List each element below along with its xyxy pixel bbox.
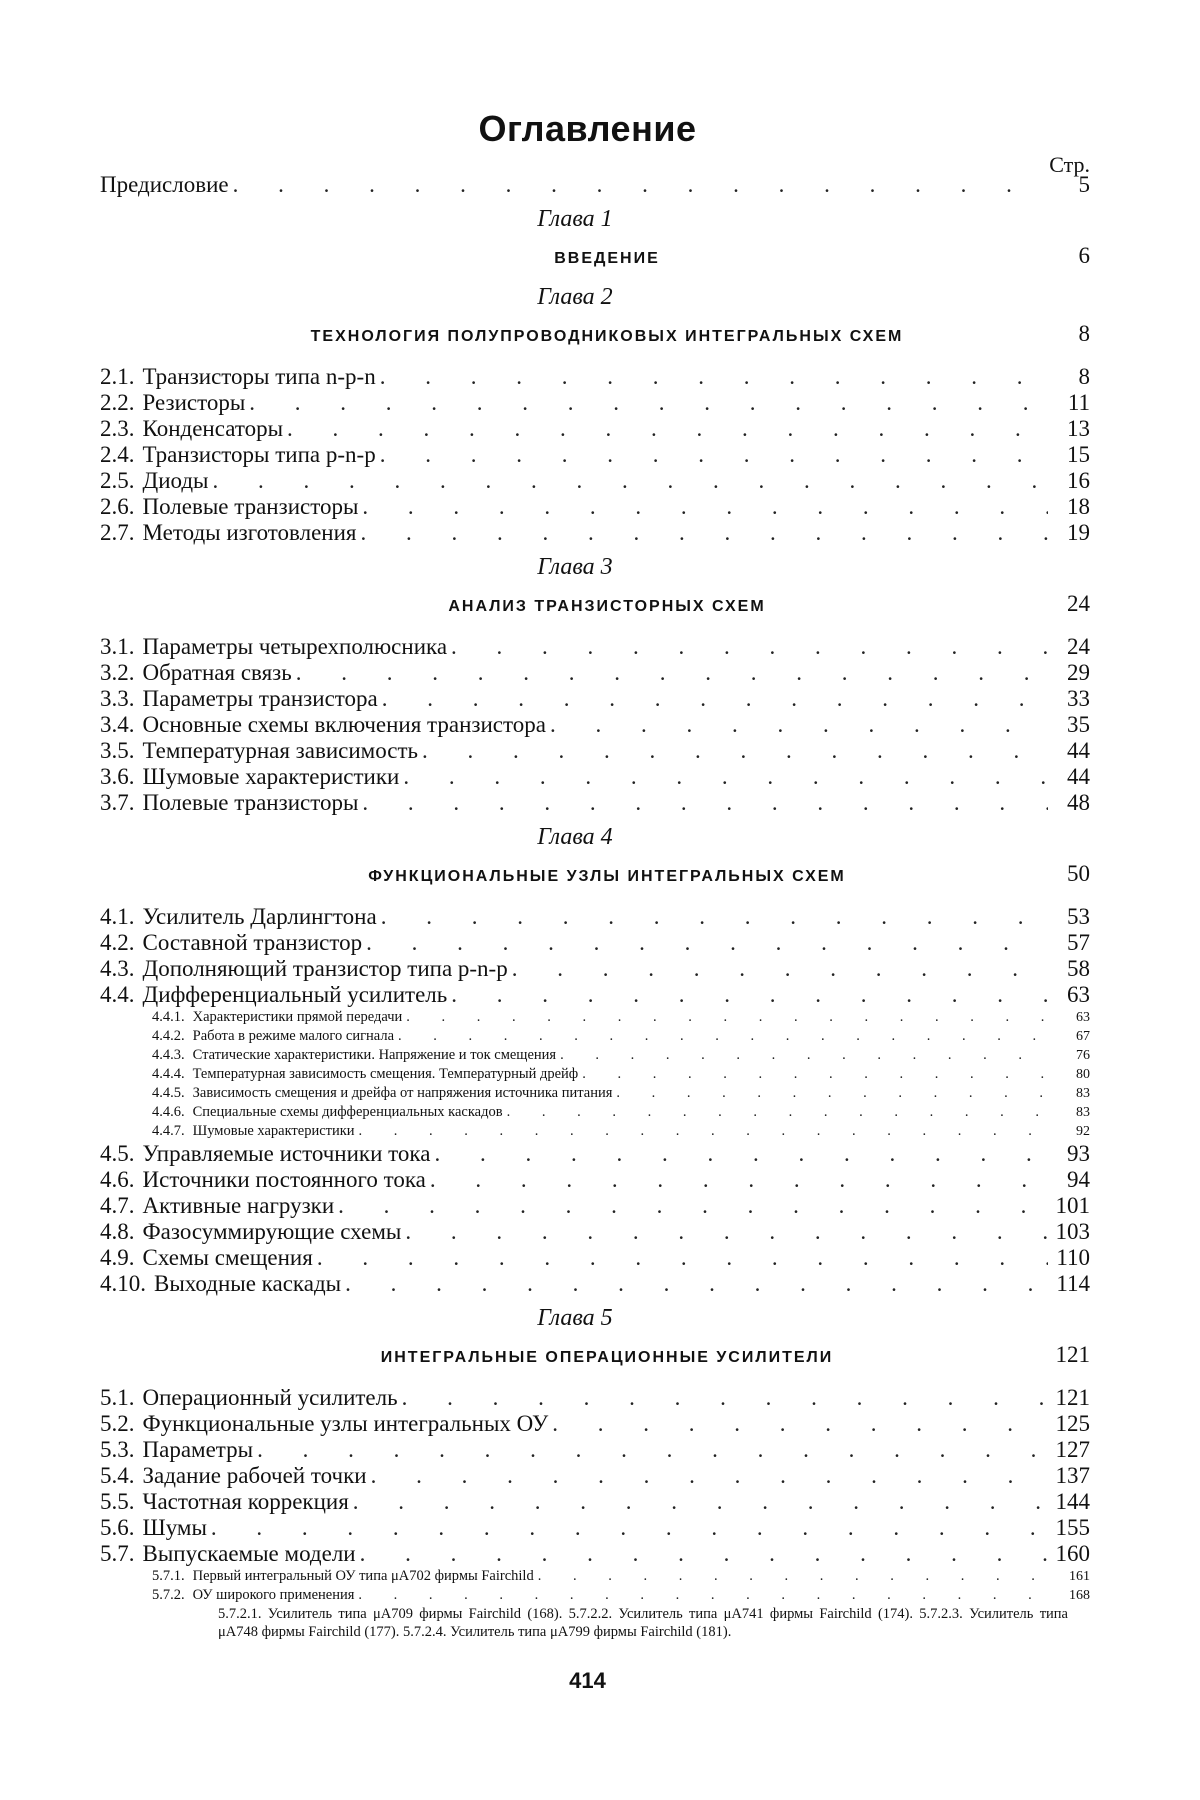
section-page: 101 <box>1054 1193 1090 1219</box>
section-number: 5.7.1. <box>152 1567 185 1586</box>
section-page: 48 <box>1054 790 1090 816</box>
toc-entry[interactable] <box>100 494 1090 520</box>
chapter-title-row[interactable] <box>100 1335 1090 1375</box>
toc-entry[interactable] <box>100 1141 1090 1167</box>
section-label: Резисторы <box>143 390 246 416</box>
chapter-title-row[interactable] <box>100 314 1090 354</box>
section-number: 4.8. <box>100 1219 135 1245</box>
leader-dots <box>345 1271 1048 1297</box>
section-page: 110 <box>1054 1245 1090 1271</box>
leader-dots <box>538 1567 1048 1586</box>
toc-subentry[interactable] <box>100 1065 1090 1084</box>
toc-subentry[interactable] <box>100 1027 1090 1046</box>
section-page: 83 <box>1054 1084 1090 1103</box>
section-number: 4.1. <box>100 904 135 930</box>
leader-dots <box>398 1027 1048 1046</box>
section-number: 3.7. <box>100 790 135 816</box>
toc-entry-label: Предисловие <box>100 172 229 198</box>
toc-entry[interactable] <box>100 1245 1090 1271</box>
leader-dots <box>430 1167 1048 1193</box>
toc-entry-page: 5 <box>1054 172 1090 198</box>
section-label: Характеристики прямой передачи <box>193 1008 403 1027</box>
section-number: 5.5. <box>100 1489 135 1515</box>
chapter-page: 121 <box>1054 1335 1090 1375</box>
section-number: 4.4.7. <box>152 1122 185 1141</box>
page-column-label: Стр. <box>1049 152 1090 178</box>
section-page: 13 <box>1054 416 1090 442</box>
chapter-heading: Глава 2 <box>100 280 1090 314</box>
leader-dots <box>406 1008 1048 1027</box>
toc-subentry[interactable] <box>100 1084 1090 1103</box>
leader-dots <box>366 930 1048 956</box>
section-number: 4.4.3. <box>152 1046 185 1065</box>
section-label: Транзисторы типа n-p-n <box>143 364 376 390</box>
section-label: Составной транзистор <box>143 930 363 956</box>
leader-dots <box>451 634 1048 660</box>
section-label: Специальные схемы дифференциальных каскадов <box>193 1103 503 1122</box>
section-page: 127 <box>1054 1437 1090 1463</box>
chapter-title: ВВЕДЕНИЕ <box>100 239 1054 279</box>
section-number: 2.1. <box>100 364 135 390</box>
section-number: 5.6. <box>100 1515 135 1541</box>
toc-subentry[interactable] <box>100 1122 1090 1141</box>
section-page: 19 <box>1054 520 1090 546</box>
section-number: 4.4.6. <box>152 1103 185 1122</box>
toc-entry[interactable] <box>100 442 1090 468</box>
section-page: 168 <box>1054 1586 1090 1605</box>
section-page: 103 <box>1054 1219 1090 1245</box>
leader-dots <box>317 1245 1048 1271</box>
section-label: Шумовые характеристики <box>143 764 400 790</box>
section-label: Первый интегральный ОУ типа μA702 фирмы Fairchild <box>193 1567 534 1586</box>
section-number: 4.7. <box>100 1193 135 1219</box>
toc-entry[interactable] <box>100 1411 1090 1437</box>
section-label: Фазосуммирующие схемы <box>143 1219 402 1245</box>
leader-dots <box>213 468 1049 494</box>
section-page: 76 <box>1054 1046 1090 1065</box>
leader-dots <box>359 1122 1048 1141</box>
leader-dots <box>287 416 1048 442</box>
toc-entry[interactable] <box>100 686 1090 712</box>
toc-entry[interactable] <box>100 764 1090 790</box>
toc-entry-preface[interactable] <box>100 172 1090 198</box>
chapter-title-row[interactable] <box>100 236 1090 276</box>
toc-entry[interactable] <box>100 1541 1090 1567</box>
section-number: 2.6. <box>100 494 135 520</box>
toc-entry[interactable] <box>100 790 1090 816</box>
section-page: 35 <box>1054 712 1090 738</box>
section-label: Источники постоянного тока <box>143 1167 426 1193</box>
toc-entry[interactable] <box>100 660 1090 686</box>
section-page: 58 <box>1054 956 1090 982</box>
section-label: Операционный усилитель <box>143 1385 398 1411</box>
toc-page <box>0 0 1200 1800</box>
section-number: 2.5. <box>100 468 135 494</box>
toc-entry[interactable] <box>100 956 1090 982</box>
toc-entry[interactable] <box>100 416 1090 442</box>
leader-dots <box>358 1586 1048 1605</box>
leader-dots <box>381 904 1048 930</box>
chapter-title: ИНТЕГРАЛЬНЫЕ ОПЕРАЦИОННЫЕ УСИЛИТЕЛИ <box>100 1338 1054 1378</box>
section-number: 2.2. <box>100 390 135 416</box>
section-page: 24 <box>1054 634 1090 660</box>
toc-subentry[interactable] <box>100 1567 1090 1586</box>
footer-page-number: 414 <box>0 1668 1175 1694</box>
toc-entry[interactable] <box>100 520 1090 546</box>
section-label: Функциональные узлы интегральных ОУ <box>143 1411 549 1437</box>
section-number: 4.10. <box>100 1271 146 1297</box>
toc-entry[interactable] <box>100 1193 1090 1219</box>
section-number: 4.3. <box>100 956 135 982</box>
section-page: 80 <box>1054 1065 1090 1084</box>
section-page: 83 <box>1054 1103 1090 1122</box>
section-page: 44 <box>1054 738 1090 764</box>
leader-dots <box>616 1084 1048 1103</box>
leader-dots <box>249 390 1048 416</box>
section-number: 2.7. <box>100 520 135 546</box>
leader-dots <box>380 442 1048 468</box>
section-page: 125 <box>1054 1411 1090 1437</box>
chapter-page: 24 <box>1054 584 1090 624</box>
section-number: 3.4. <box>100 712 135 738</box>
section-label: ОУ широкого применения <box>193 1586 355 1605</box>
section-number: 4.9. <box>100 1245 135 1271</box>
chapter-heading: Глава 5 <box>100 1301 1090 1335</box>
chapter-title: ТЕХНОЛОГИЯ ПОЛУПРОВОДНИКОВЫХ ИНТЕГРАЛЬНЫХ СХЕМ <box>100 317 1054 357</box>
leader-dots <box>552 1411 1048 1437</box>
section-label: Диоды <box>143 468 209 494</box>
section-label: Работа в режиме малого сигнала <box>193 1027 394 1046</box>
section-page: 144 <box>1054 1489 1090 1515</box>
leader-dots <box>360 1541 1048 1567</box>
leader-dots <box>338 1193 1048 1219</box>
toc-entry[interactable] <box>100 982 1090 1008</box>
toc-entry[interactable] <box>100 634 1090 660</box>
toc-entry[interactable] <box>100 904 1090 930</box>
toc-entry[interactable] <box>100 1463 1090 1489</box>
leader-dots <box>361 520 1049 546</box>
section-label: Параметры <box>143 1437 254 1463</box>
section-page: 114 <box>1054 1271 1090 1297</box>
leader-dots <box>550 712 1048 738</box>
section-label: Транзисторы типа p-n-p <box>143 442 376 468</box>
section-page: 53 <box>1054 904 1090 930</box>
toc-subentry[interactable] <box>100 1008 1090 1027</box>
leader-dots <box>362 494 1048 520</box>
leader-dots <box>296 660 1048 686</box>
section-label: Выпускаемые модели <box>143 1541 356 1567</box>
section-label: Дифференциальный усилитель <box>143 982 448 1008</box>
table-of-contents <box>100 172 1090 1641</box>
section-label: Схемы смещения <box>143 1245 313 1271</box>
leader-dots <box>507 1103 1048 1122</box>
subsection-run-in-list: 5.7.2.1. Усилитель типа μA709 фирмы Fairchild (168). 5.7.2.2. Усилитель типа μA741 фирмы Fairchild (174). 5.7.2.3. Усилитель типа μA748 фирмы Fairchild (177). 5.7.2.4. Усилитель типа μA799 фирмы Fairchild (181). <box>100 1605 1068 1641</box>
section-number: 5.3. <box>100 1437 135 1463</box>
section-page: 93 <box>1054 1141 1090 1167</box>
toc-subentry[interactable] <box>100 1103 1090 1122</box>
toc-entry[interactable] <box>100 1437 1090 1463</box>
toc-entry[interactable] <box>100 712 1090 738</box>
toc-entry[interactable] <box>100 1219 1090 1245</box>
section-page: 160 <box>1054 1541 1090 1567</box>
section-page: 16 <box>1054 468 1090 494</box>
toc-entry[interactable] <box>100 1271 1090 1297</box>
section-number: 5.4. <box>100 1463 135 1489</box>
toc-subentry[interactable] <box>100 1586 1090 1605</box>
leader-dots <box>211 1515 1048 1541</box>
section-number: 4.4.1. <box>152 1008 185 1027</box>
section-label: Температурная зависимость смещения. Температурный дрейф <box>193 1065 579 1084</box>
chapter-title-row[interactable] <box>100 854 1090 894</box>
section-label: Обратная связь <box>143 660 292 686</box>
section-page: 94 <box>1054 1167 1090 1193</box>
leader-dots <box>380 364 1048 390</box>
section-label: Зависимость смещения и дрейфа от напряжения источника питания <box>193 1084 613 1103</box>
section-label: Статические характеристики. Напряжение и ток смещения <box>193 1046 556 1065</box>
section-page: 15 <box>1054 442 1090 468</box>
section-page: 67 <box>1054 1027 1090 1046</box>
section-page: 63 <box>1054 1008 1090 1027</box>
section-page: 18 <box>1054 494 1090 520</box>
section-number: 4.4.2. <box>152 1027 185 1046</box>
leader-dots <box>353 1489 1048 1515</box>
leader-dots <box>402 1385 1048 1411</box>
section-label: Полевые транзисторы <box>143 790 359 816</box>
section-page: 121 <box>1054 1385 1090 1411</box>
section-page: 63 <box>1054 982 1090 1008</box>
chapter-title: АНАЛИЗ ТРАНЗИСТОРНЫХ СХЕМ <box>100 587 1054 627</box>
toc-entry[interactable] <box>100 1167 1090 1193</box>
section-number: 3.2. <box>100 660 135 686</box>
section-label: Методы изготовления <box>143 520 357 546</box>
leader-dots <box>362 790 1048 816</box>
section-label: Шумы <box>143 1515 207 1541</box>
page-title: Оглавление <box>0 108 1175 150</box>
leader-dots <box>451 982 1048 1008</box>
section-label: Параметры четырехполюсника <box>143 634 448 660</box>
leader-dots <box>560 1046 1048 1065</box>
section-number: 3.5. <box>100 738 135 764</box>
chapter-heading: Глава 3 <box>100 550 1090 584</box>
section-label: Параметры транзистора <box>143 686 378 712</box>
chapter-title: ФУНКЦИОНАЛЬНЫЕ УЗЛЫ ИНТЕГРАЛЬНЫХ СХЕМ <box>100 857 1054 897</box>
toc-entry[interactable] <box>100 1385 1090 1411</box>
section-page: 57 <box>1054 930 1090 956</box>
leader-dots <box>382 686 1048 712</box>
section-number: 5.7.2. <box>152 1586 185 1605</box>
leader-dots <box>371 1463 1048 1489</box>
section-label: Конденсаторы <box>143 416 284 442</box>
section-number: 4.4.5. <box>152 1084 185 1103</box>
section-label: Температурная зависимость <box>143 738 419 764</box>
toc-entry[interactable] <box>100 930 1090 956</box>
section-label: Задание рабочей точки <box>143 1463 367 1489</box>
section-number: 3.1. <box>100 634 135 660</box>
leader-dots <box>403 764 1048 790</box>
chapter-page: 50 <box>1054 854 1090 894</box>
section-label: Выходные каскады <box>154 1271 341 1297</box>
leader-dots <box>257 1437 1048 1463</box>
leader-dots <box>582 1065 1048 1084</box>
section-page: 137 <box>1054 1463 1090 1489</box>
section-label: Основные схемы включения транзистора <box>143 712 546 738</box>
section-number: 3.3. <box>100 686 135 712</box>
section-number: 5.1. <box>100 1385 135 1411</box>
toc-entry[interactable] <box>100 364 1090 390</box>
section-label: Усилитель Дарлингтона <box>143 904 377 930</box>
toc-entry[interactable] <box>100 390 1090 416</box>
section-label: Шумовые характеристики <box>193 1122 355 1141</box>
section-label: Дополняющий транзистор типа p-n-p <box>143 956 508 982</box>
toc-subentry[interactable] <box>100 1046 1090 1065</box>
section-number: 5.7. <box>100 1541 135 1567</box>
toc-entry[interactable] <box>100 1515 1090 1541</box>
section-page: 29 <box>1054 660 1090 686</box>
leader-dots <box>405 1219 1048 1245</box>
section-label: Полевые транзисторы <box>143 494 359 520</box>
section-page: 155 <box>1054 1515 1090 1541</box>
chapter-page: 6 <box>1054 236 1090 276</box>
section-label: Активные нагрузки <box>143 1193 335 1219</box>
section-label: Управляемые источники тока <box>143 1141 431 1167</box>
leader-dots <box>422 738 1048 764</box>
section-page: 161 <box>1054 1567 1090 1586</box>
section-page: 92 <box>1054 1122 1090 1141</box>
chapter-heading: Глава 4 <box>100 820 1090 854</box>
section-number: 4.6. <box>100 1167 135 1193</box>
section-label: Частотная коррекция <box>143 1489 349 1515</box>
section-page: 44 <box>1054 764 1090 790</box>
section-page: 33 <box>1054 686 1090 712</box>
leader-dots <box>233 172 1048 198</box>
section-number: 4.5. <box>100 1141 135 1167</box>
section-number: 2.4. <box>100 442 135 468</box>
section-number: 4.4. <box>100 982 135 1008</box>
chapter-page: 8 <box>1054 314 1090 354</box>
toc-entry[interactable] <box>100 738 1090 764</box>
chapter-title-row[interactable] <box>100 584 1090 624</box>
toc-entry[interactable] <box>100 468 1090 494</box>
chapter-heading: Глава 1 <box>100 202 1090 236</box>
section-number: 3.6. <box>100 764 135 790</box>
section-number: 5.2. <box>100 1411 135 1437</box>
section-page: 11 <box>1054 390 1090 416</box>
toc-entry[interactable] <box>100 1489 1090 1515</box>
section-page: 8 <box>1054 364 1090 390</box>
section-number: 4.4.4. <box>152 1065 185 1084</box>
leader-dots <box>512 956 1048 982</box>
leader-dots <box>434 1141 1048 1167</box>
section-number: 4.2. <box>100 930 135 956</box>
section-number: 2.3. <box>100 416 135 442</box>
